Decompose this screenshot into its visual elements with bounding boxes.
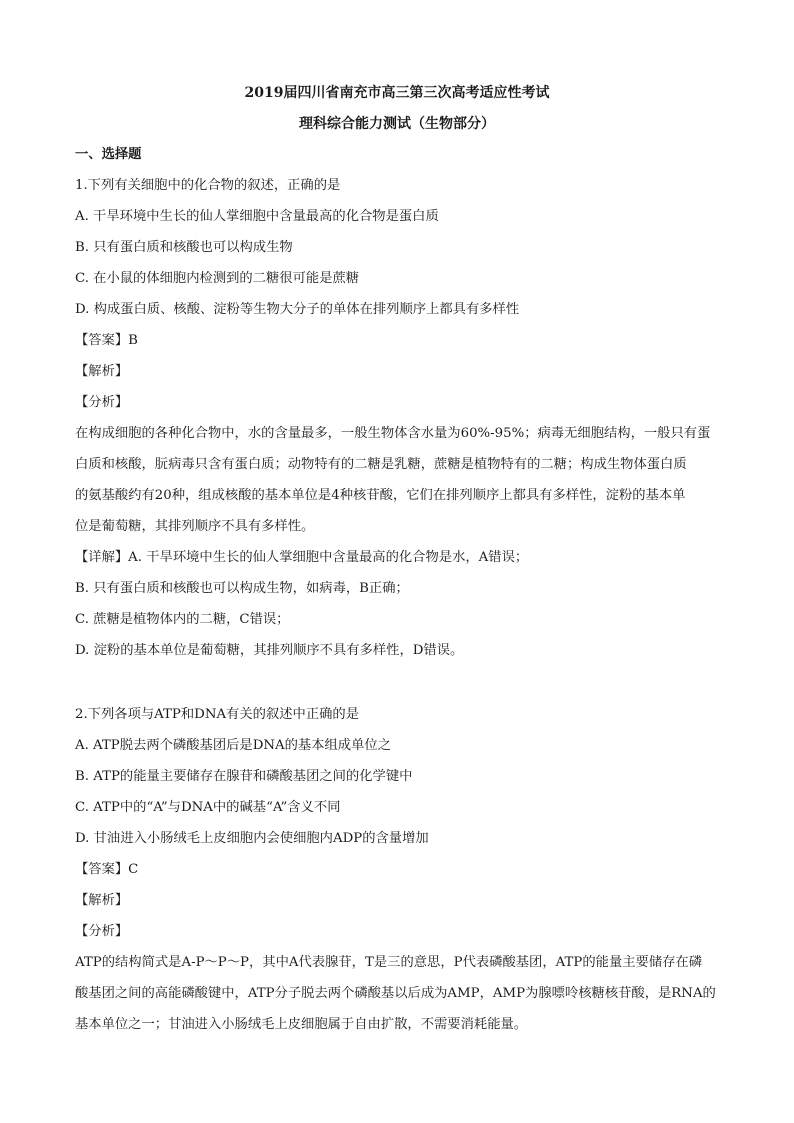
question-1-analysis-line: 白质和核酸，朊病毒只含有蛋白质；动物特有的二糖是乳糖，蔗糖是植物特有的二糖；构成生物体蛋白质 [75,457,687,472]
question-1-jiexi-label: 【解析】 [75,364,129,379]
question-1-detail-a: 【详解】A. 干旱环境中生长的仙人掌细胞中含量最高的化合物是水，A错误； [75,550,529,565]
question-2-stem: 2.下列各项与ATP和DNA有关的叙述中正确的是 [75,707,360,722]
question-2-answer: 【答案】C [75,862,139,877]
question-1-option-b: B. 只有蛋白质和核酸也可以构成生物 [75,240,293,255]
question-2-fenxi-label: 【分析】 [75,924,129,939]
question-1-detail-b: B. 只有蛋白质和核酸也可以构成生物，如病毒，B正确； [75,581,409,596]
question-2-jiexi-label: 【解析】 [75,893,129,908]
question-2-option-d: D. 甘油进入小肠绒毛上皮细胞内会使细胞内ADP的含量增加 [75,831,429,846]
question-1-analysis-line: 位是葡萄糖，其排列顺序不具有多样性。 [75,519,315,534]
question-1-fenxi-label: 【分析】 [75,395,129,410]
question-1-answer: 【答案】B [75,333,138,348]
question-2-option-a: A. ATP脱去两个磷酸基团后是DNA的基本组成单位之 [75,738,391,753]
question-2-option-b: B. ATP的能量主要储存在腺苷和磷酸基团之间的化学键中 [75,769,413,784]
document-subtitle: 理科综合能力测试（生物部分） [299,116,495,132]
question-2-analysis-line: 基本单位之一；甘油进入小肠绒毛上皮细胞属于自由扩散，不需要消耗能量。 [75,1017,528,1032]
question-1-analysis-line: 在构成细胞的各种化合物中，水的含量最多，一般生物体含水量为60%-95%；病毒无细胞结构，一般只有蛋 [75,426,711,441]
question-1-detail-c: C. 蔗糖是植物体内的二糖，C错误； [75,612,290,627]
question-1-option-c: C. 在小鼠的体细胞内检测到的二糖很可能是蔗糖 [75,271,360,286]
section-heading: 一、选择题 [75,147,142,162]
question-2-analysis-line: 酸基团之间的高能磷酸键中，ATP分子脱去两个磷酸基以后成为AMP，AMP为腺嘌呤核糖核苷酸，是RNA的 [75,986,716,1001]
document-title: 2019届四川省南充市高三第三次高考适应性考试 [244,85,550,101]
question-1-analysis-line: 的氨基酸约有20种，组成核酸的基本单位是4种核苷酸，它们在排列顺序上都具有多样性，淀粉的基本单 [75,488,686,503]
question-1-stem: 1.下列有关细胞中的化合物的叙述，正确的是 [75,178,341,193]
question-1-option-d: D. 构成蛋白质、核酸、淀粉等生物大分子的单体在排列顺序上都具有多样性 [75,302,520,317]
question-2-option-c: C. ATP中的“A”与DNA中的碱基“A”含义不同 [75,800,341,815]
question-2-analysis-line: ATP的结构简式是A-P～P～P，其中A代表腺苷，T是三的意思，P代表磷酸基团，ATP的能量主要储存在磷 [75,955,703,970]
question-1-detail-d: D. 淀粉的基本单位是葡萄糖，其排列顺序不具有多样性，D错误。 [75,643,464,658]
question-1-option-a: A. 干旱环境中生长的仙人掌细胞中含量最高的化合物是蛋白质 [75,209,439,224]
